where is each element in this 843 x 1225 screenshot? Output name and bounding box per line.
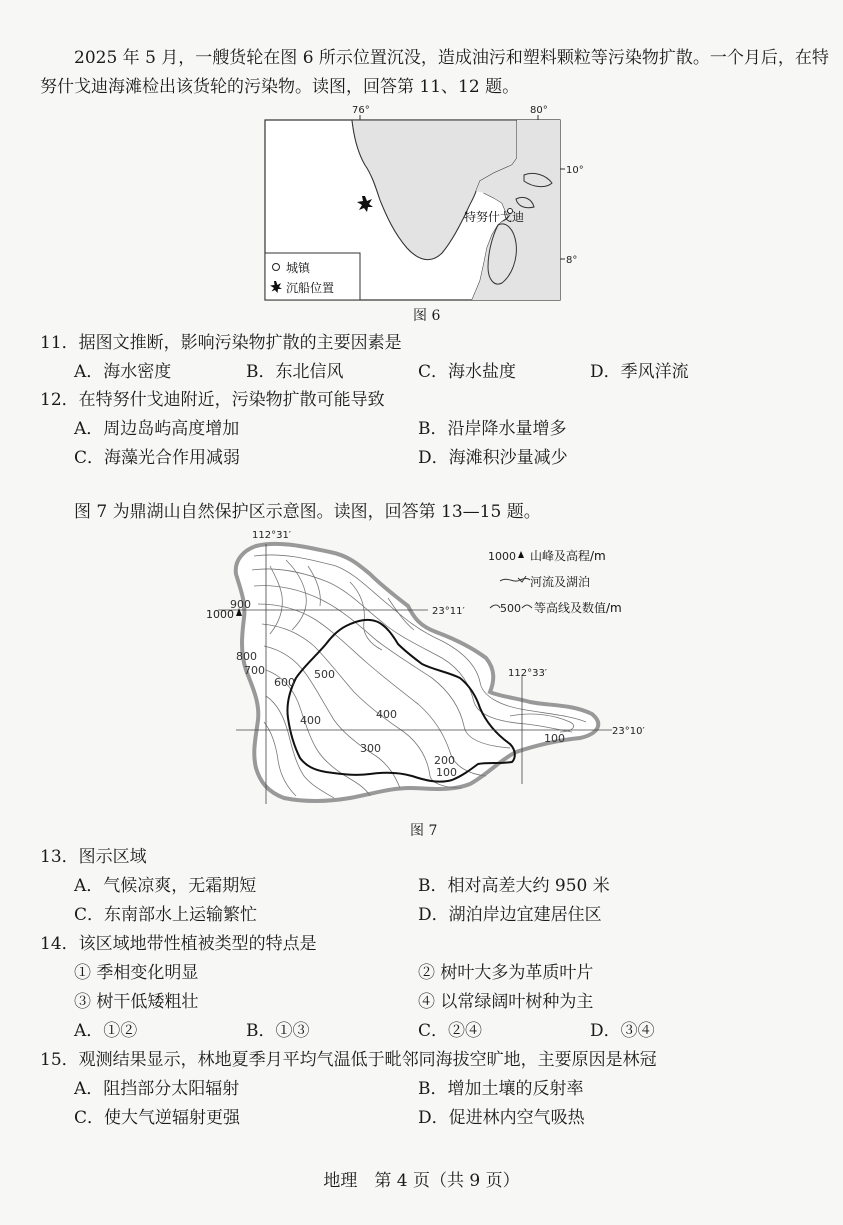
coord-label-2: 23°11′ bbox=[432, 606, 465, 617]
q13-option-c: C．东南部水上运输繁忙 bbox=[74, 905, 258, 925]
coord-label-4: 23°10′ bbox=[612, 726, 645, 737]
town-circle-icon bbox=[273, 264, 280, 271]
lat-label-8: 8° bbox=[566, 255, 578, 266]
q14-stem: 14．该区域地带性植被类型的特点是 bbox=[40, 934, 317, 954]
figure-7-map bbox=[200, 526, 645, 816]
contour-label-400a: 400 bbox=[300, 714, 321, 727]
q12-option-c: C．海藻光合作用减弱 bbox=[74, 448, 241, 468]
contour-label-100a: 100 bbox=[436, 766, 457, 779]
lon-label-76: 76° bbox=[352, 105, 370, 116]
contour-label-700: 700 bbox=[244, 664, 265, 677]
contour-label-900: 900 bbox=[230, 598, 251, 611]
contour-label-500: 500 bbox=[314, 668, 335, 681]
contour-label-100b: 100 bbox=[544, 732, 565, 745]
coord-label-1: 112°31′ bbox=[252, 530, 292, 541]
q13-stem: 13．图示区域 bbox=[40, 847, 147, 867]
q15-option-c: C．使大气逆辐射更强 bbox=[74, 1108, 241, 1128]
contour-label-800: 800 bbox=[236, 650, 257, 663]
contour-label-600: 600 bbox=[274, 676, 295, 689]
q12-option-b: B．沿岸降水量增多 bbox=[418, 419, 567, 439]
q13-option-b: B．相对高差大约 950 米 bbox=[418, 876, 610, 896]
q14-item-3: ③ 树干低矮粗壮 bbox=[74, 992, 199, 1012]
legend-peak-value: 1000 bbox=[488, 550, 516, 563]
q12-stem: 12．在特努什戈迪附近，污染物扩散可能导致 bbox=[40, 390, 385, 410]
q11-option-b: B．东北信风 bbox=[246, 362, 344, 382]
legend-contour-value: 500 bbox=[500, 602, 521, 615]
figure-6-map bbox=[262, 103, 582, 303]
q14-option-c: C．②④ bbox=[418, 1021, 483, 1041]
legend-peak-text: 山峰及高程/m bbox=[530, 549, 606, 563]
intro-paragraph-2: 图 7 为鼎湖山自然保护区示意图。读图，回答第 13—15 题。 bbox=[74, 502, 541, 522]
q11-stem: 11．据图文推断，影响污染物扩散的主要因素是 bbox=[40, 333, 402, 353]
q11-option-c: C．海水盐度 bbox=[418, 362, 517, 382]
legend-contour-text: 等高线及数值/m bbox=[534, 601, 622, 615]
q15-option-a: A．阻挡部分太阳辐射 bbox=[74, 1079, 240, 1099]
lon-label-80: 80° bbox=[530, 105, 548, 116]
coord-label-3: 112°33′ bbox=[508, 668, 548, 679]
intro-paragraph-1: 2025 年 5 月，一艘货轮在图 6 所示位置沉没，造成油污和塑料颗粒等污染物扩散。一个月后，在特努什戈迪海滩检出该货轮的污染物。读图，回答第 11、12 题。 bbox=[40, 48, 829, 97]
q14-item-1: ① 季相变化明显 bbox=[74, 963, 199, 983]
q14-option-a: A．①② bbox=[74, 1021, 138, 1041]
q11-option-a: A．海水密度 bbox=[74, 362, 172, 382]
q12-option-a: A．周边岛屿高度增加 bbox=[74, 419, 240, 439]
figure-6-caption: 图 6 bbox=[413, 308, 441, 324]
peak-elevation-label: 1000 bbox=[206, 608, 234, 621]
contour-label-300: 300 bbox=[360, 742, 381, 755]
q13-option-d: D．湖泊岸边宜建居住区 bbox=[418, 905, 602, 925]
legend-town: 城镇 bbox=[286, 261, 311, 275]
place-label-tenushgodi: 特努什戈迪 bbox=[464, 210, 525, 224]
figure-7-caption: 图 7 bbox=[410, 823, 438, 839]
q11-option-d: D．季风洋流 bbox=[590, 362, 689, 382]
q14-option-b: B．①③ bbox=[246, 1021, 310, 1041]
contour-label-400b: 400 bbox=[376, 708, 397, 721]
contour-label-200: 200 bbox=[434, 754, 455, 767]
q13-option-a: A．气候凉爽，无霜期短 bbox=[74, 876, 257, 896]
legend-river-icon bbox=[500, 576, 530, 582]
q15-option-d: D．促进林内空气吸热 bbox=[418, 1108, 585, 1128]
q14-option-d: D．③④ bbox=[590, 1021, 655, 1041]
q14-item-4: ④ 以常绿阔叶树种为主 bbox=[418, 992, 594, 1012]
q15-stem: 15．观测结果显示，林地夏季月平均气温低于毗邻同海拔空旷地，主要原因是林冠 bbox=[40, 1050, 657, 1070]
legend-contour-icon bbox=[490, 605, 500, 608]
q12-option-d: D．海滩积沙量减少 bbox=[418, 448, 568, 468]
page-footer: 地理 第 4 页（共 9 页） bbox=[323, 1171, 520, 1191]
q15-option-b: B．增加土壤的反射率 bbox=[418, 1079, 584, 1099]
legend-wreck: 沉船位置 bbox=[286, 281, 335, 295]
lat-label-10: 10° bbox=[566, 165, 584, 176]
q14-item-2: ② 树叶大多为革质叶片 bbox=[418, 963, 594, 983]
legend-river-text: 河流及湖泊 bbox=[530, 575, 591, 589]
legend-peak-triangle-icon bbox=[518, 551, 524, 558]
